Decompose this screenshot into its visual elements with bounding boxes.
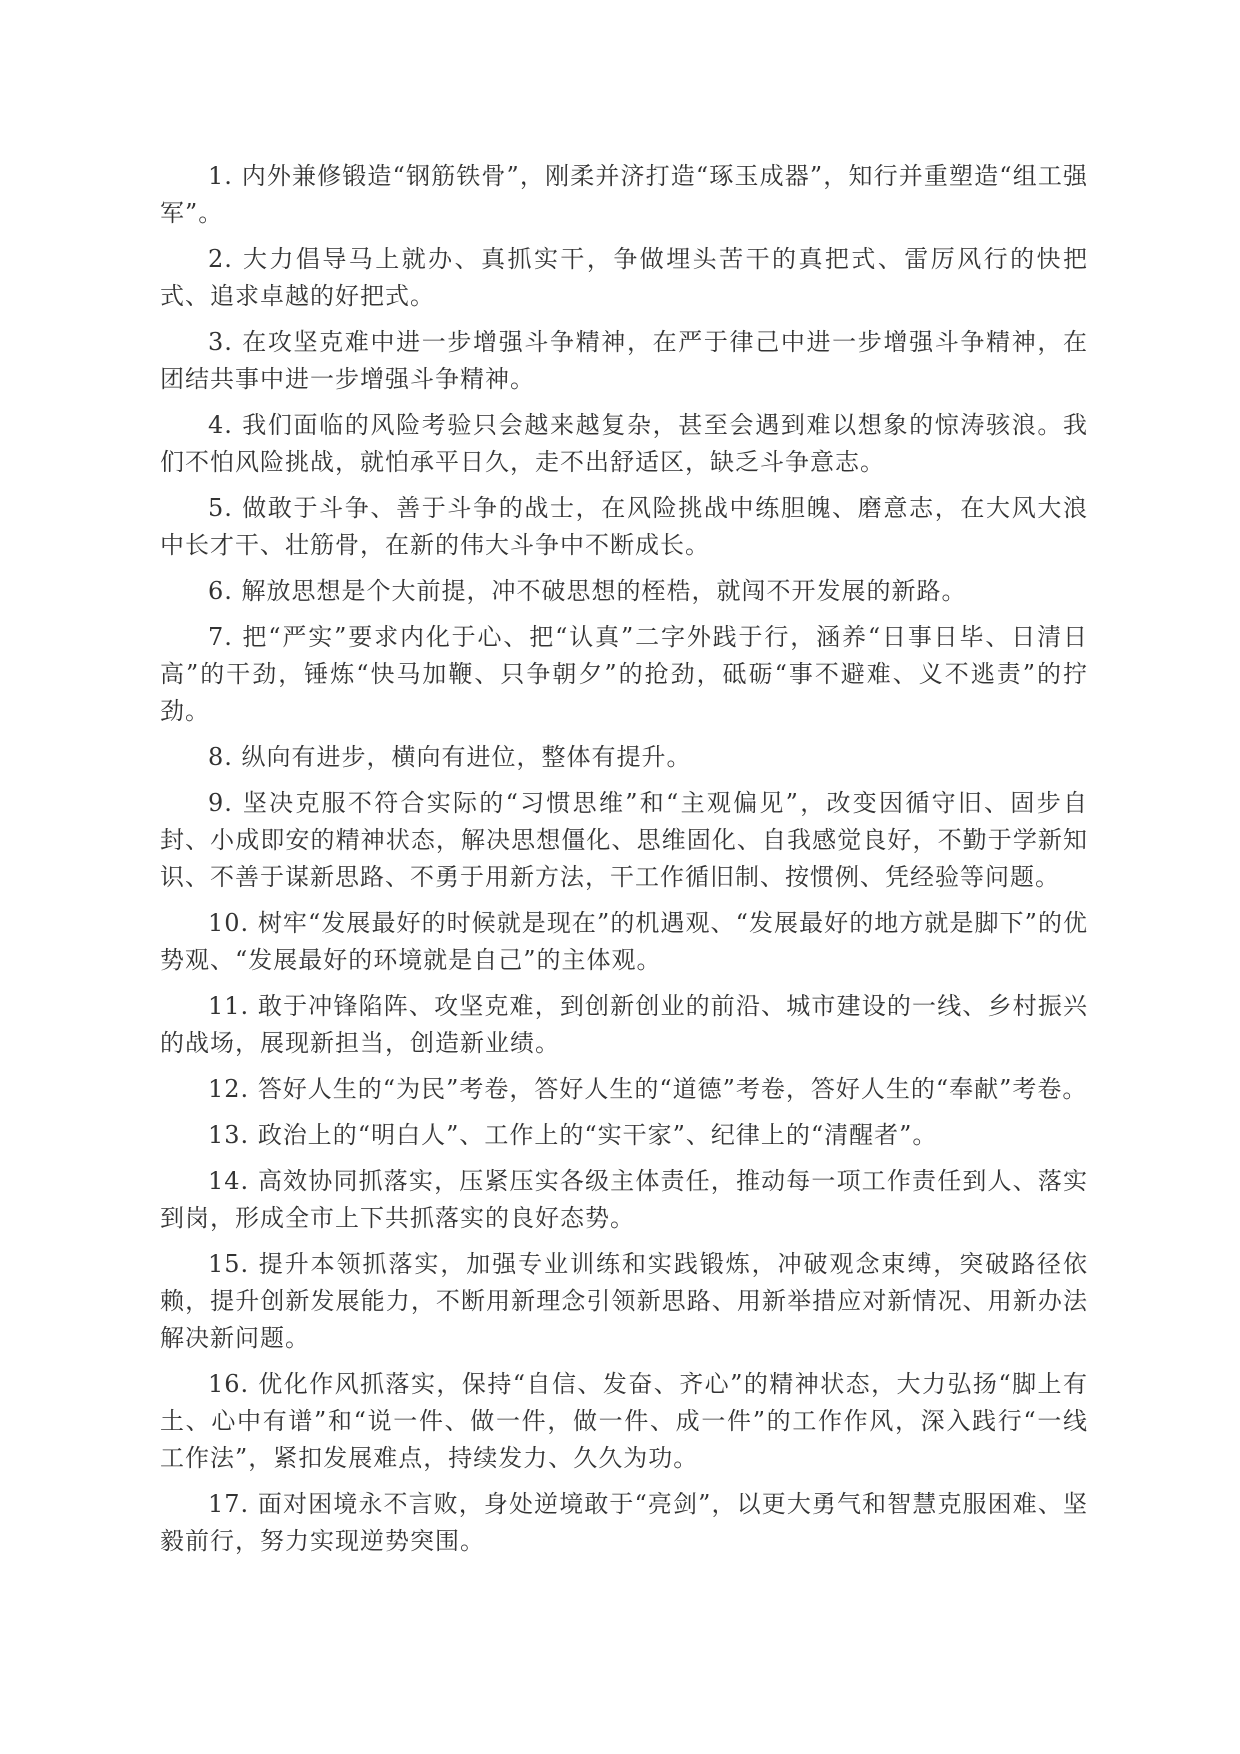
paragraph-number: 2.: [208, 245, 233, 273]
paragraph-4: [160, 407, 1088, 481]
paragraph-number: 13.: [208, 1121, 250, 1149]
paragraph-number: 1.: [208, 162, 233, 190]
paragraph-text: 在攻坚克难中进一步增强斗争精神，在严于律己中进一步增强斗争精神，在团结共事中进一步增强斗争精神。: [160, 328, 1088, 393]
paragraph-text: 面对困境永不言败，身处逆境敢于“亮剑”，以更大勇气和智慧克服困难、坚毅前行，努力实现逆势突围。: [160, 1490, 1088, 1555]
paragraph-16: [160, 1366, 1088, 1477]
paragraph-number: 8.: [208, 743, 233, 771]
paragraph-15: [160, 1246, 1088, 1357]
paragraph-text: 解放思想是个大前提，冲不破思想的桎梏，就闯不开发展的新路。: [241, 577, 967, 605]
paragraph-text: 做敢于斗争、善于斗争的战士，在风险挑战中练胆魄、磨意志，在大风大浪中长才干、壮筋骨，在新的伟大斗争中不断成长。: [160, 494, 1088, 559]
paragraph-9: [160, 785, 1088, 896]
paragraph-3: [160, 324, 1088, 398]
paragraph-text: 提升本领抓落实，加强专业训练和实践锻炼，冲破观念束缚，突破路径依赖，提升创新发展能力，不断用新理念引领新思路、用新举措应对新情况、用新办法解决新问题。: [160, 1250, 1088, 1352]
paragraph-number: 7.: [208, 623, 233, 651]
paragraph-10: [160, 905, 1088, 979]
paragraph-text: 我们面临的风险考验只会越来越复杂，甚至会遇到难以想象的惊涛骇浪。我们不怕风险挑战，就怕承平日久，走不出舒适区，缺乏斗争意志。: [160, 411, 1088, 476]
paragraph-number: 12.: [208, 1075, 250, 1103]
paragraph-1: [160, 158, 1088, 232]
paragraph-5: [160, 490, 1088, 564]
paragraph-12: [160, 1071, 1088, 1108]
paragraph-number: 9.: [208, 789, 233, 817]
paragraph-text: 内外兼修锻造“钢筋铁骨”，刚柔并济打造“琢玉成器”，知行并重塑造“组工强军”。: [160, 162, 1088, 227]
paragraph-13: [160, 1117, 1088, 1154]
paragraph-6: [160, 573, 1088, 610]
paragraph-number: 16.: [208, 1370, 250, 1398]
paragraph-number: 17.: [208, 1490, 250, 1518]
paragraph-8: [160, 739, 1088, 776]
paragraph-text: 优化作风抓落实，保持“自信、发奋、齐心”的精神状态，大力弘扬“脚上有土、心中有谱”和“说一件、做一件，做一件、成一件”的工作作风，深入践行“一线工作法”，紧扣发展难点，持续发力、久久为功。: [160, 1370, 1088, 1472]
paragraph-number: 11.: [208, 992, 250, 1020]
paragraph-number: 3.: [208, 328, 233, 356]
paragraph-number: 10.: [208, 909, 250, 937]
paragraph-number: 14.: [208, 1167, 250, 1195]
paragraph-2: [160, 241, 1088, 315]
paragraph-text: 高效协同抓落实，压紧压实各级主体责任，推动每一项工作责任到人、落实到岗，形成全市上下共抓落实的良好态势。: [160, 1167, 1088, 1232]
paragraph-text: 政治上的“明白人”、工作上的“实干家”、纪律上的“清醒者”。: [257, 1121, 938, 1149]
paragraph-text: 把“严实”要求内化于心、把“认真”二字外践于行，涵养“日事日毕、日清日高”的干劲，锤炼“快马加鞭、只争朝夕”的抢劲，砥砺“事不避难、义不逃责”的拧劲。: [160, 623, 1088, 725]
paragraph-11: [160, 988, 1088, 1062]
document-body: [160, 158, 1088, 1569]
paragraph-14: [160, 1163, 1088, 1237]
paragraph-7: [160, 619, 1088, 730]
paragraph-text: 坚决克服不符合实际的“习惯思维”和“主观偏见”，改变因循守旧、固步自封、小成即安的精神状态，解决思想僵化、思维固化、自我感觉良好，不勤于学新知识、不善于谋新思路、不勇于用新方法，干工作循旧制、按惯例、凭经验等问题。: [160, 789, 1088, 891]
paragraph-text: 敢于冲锋陷阵、攻坚克难，到创新创业的前沿、城市建设的一线、乡村振兴的战场，展现新担当，创造新业绩。: [160, 992, 1088, 1057]
paragraph-text: 树牢“发展最好的时候就是现在”的机遇观、“发展最好的地方就是脚下”的优势观、“发展最好的环境就是自己”的主体观。: [160, 909, 1088, 974]
paragraph-text: 大力倡导马上就办、真抓实干，争做埋头苦干的真把式、雷厉风行的快把式、追求卓越的好把式。: [160, 245, 1088, 310]
paragraph-text: 纵向有进步，横向有进位，整体有提升。: [241, 743, 692, 771]
paragraph-number: 15.: [208, 1250, 250, 1278]
paragraph-number: 4.: [208, 411, 233, 439]
paragraph-17: [160, 1486, 1088, 1560]
paragraph-number: 6.: [208, 577, 233, 605]
paragraph-text: 答好人生的“为民”考卷，答好人生的“道德”考卷，答好人生的“奉献”考卷。: [257, 1075, 1088, 1103]
paragraph-number: 5.: [208, 494, 233, 522]
